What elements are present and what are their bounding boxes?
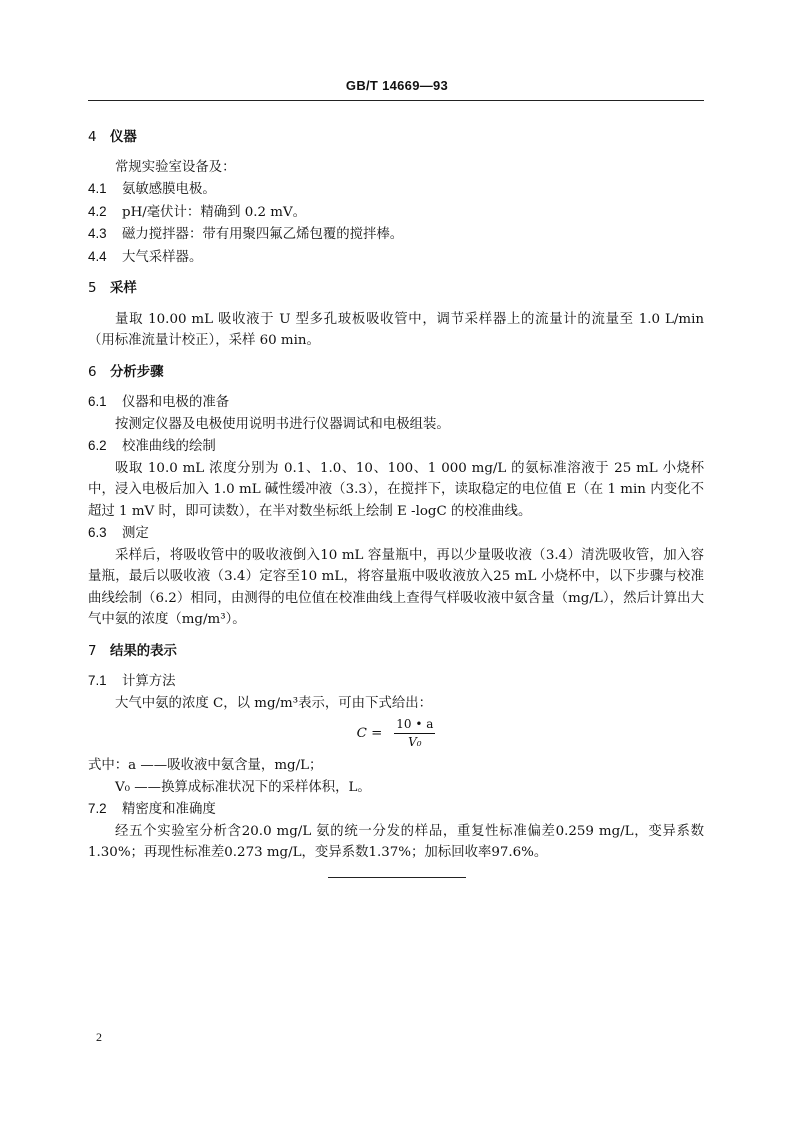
section-5-heading: 5 采样	[88, 281, 137, 296]
page-header: GB/T 14669—93	[345, 78, 449, 93]
formula-fraction	[394, 716, 435, 751]
subsection-6-1-heading: 6.1 仪器和电极的准备	[88, 394, 230, 410]
subsection-7-2-paragraph: 经五个实验室分析含20.0 mg/L 氨的统一分发的样品，重复性标准偏差0.259 mg/L，变异系数1.30%；再现性标准差0.273 mg/L，变异系数1.37%；加标回收率97.6%。	[88, 823, 704, 860]
section-7-heading: 7 结果的表示	[88, 643, 177, 659]
concentration-formula	[88, 716, 704, 751]
section-title: 仪器	[110, 130, 137, 145]
subsection-6-3-heading: 6.3 测定	[88, 525, 149, 541]
subsection-6-1-paragraph: 按测定仪器及电极使用说明书进行仪器调试和电极组装。	[115, 416, 450, 432]
section-4-intro: 常规实验室设备及：	[115, 159, 236, 175]
formula-lhs: C =	[356, 725, 383, 741]
section-number: 4	[88, 130, 97, 145]
list-item: 4.2 pH/毫伏计：精确到 0.2 mV。	[88, 203, 307, 220]
list-item: 4.3 磁力搅拌器：带有用聚四氟乙烯包覆的搅拌棒。	[88, 226, 404, 242]
section-5-paragraph: 量取 10.00 mL 吸收液于 U 型多孔玻板吸收管中，调节采样器上的流量计的流量至 1.0 L/min（用标准流量计校正），采样 60 min。	[88, 311, 704, 348]
list-item: 4.1 氨敏感膜电极。	[88, 181, 216, 197]
formula-denominator: V₀	[408, 735, 422, 749]
formula-numerator: 10 • a	[394, 716, 435, 734]
subsection-6-3-paragraph: 采样后，将吸收管中的吸收液倒入10 mL 容量瓶中，再以少量吸收液（3.4）清洗吸收管，加入容量瓶，最后以吸收液（3.4）定容至10 mL，将容量瓶中吸收液放入25 mL 小烧杯中，以下步骤与校准曲线绘制（6.2）相同，由测得的电位值在校准曲线上查得气样吸收液中氨含量（mg/L），然后计算出大气中氨的浓度（mg/m³）。	[88, 547, 704, 627]
formula-where-v: V₀ ——换算成标准状况下的采样体积，L。	[115, 779, 371, 795]
subsection-6-2-heading: 6.2 校准曲线的绘制	[88, 438, 216, 454]
section-6-heading: 6 分析步骤	[88, 364, 164, 380]
formula-where-a: 式中：a ——吸收液中氨含量，mg/L；	[88, 758, 323, 773]
page-number: 2	[96, 1030, 102, 1044]
subsection-7-2-heading: 7.2 精密度和准确度	[88, 801, 216, 817]
subsection-7-1-heading: 7.1 计算方法	[88, 673, 176, 689]
list-item: 4.4 大气采样器。	[88, 248, 203, 265]
section-4-heading	[88, 127, 704, 149]
header-rule	[88, 100, 704, 101]
subsection-6-2-paragraph: 吸取 10.0 mL 浓度分别为 0.1、1.0、10、100、1 000 mg/L 的氨标准溶液于 25 mL 小烧杯中，浸入电极后加入 1.0 mL 碱性缓冲液（3.3），在搅拌下，读取稳定的电位值 E（在 1 min 内变化不超过 1 mV 时，即可读数），在半对数坐标纸上绘制 E -logC 的校准曲线。	[88, 460, 704, 519]
formula-intro: 大气中氨的浓度 C，以 mg/m³表示，可由下式给出：	[115, 695, 433, 711]
end-rule	[328, 877, 466, 878]
document-body	[88, 124, 704, 864]
